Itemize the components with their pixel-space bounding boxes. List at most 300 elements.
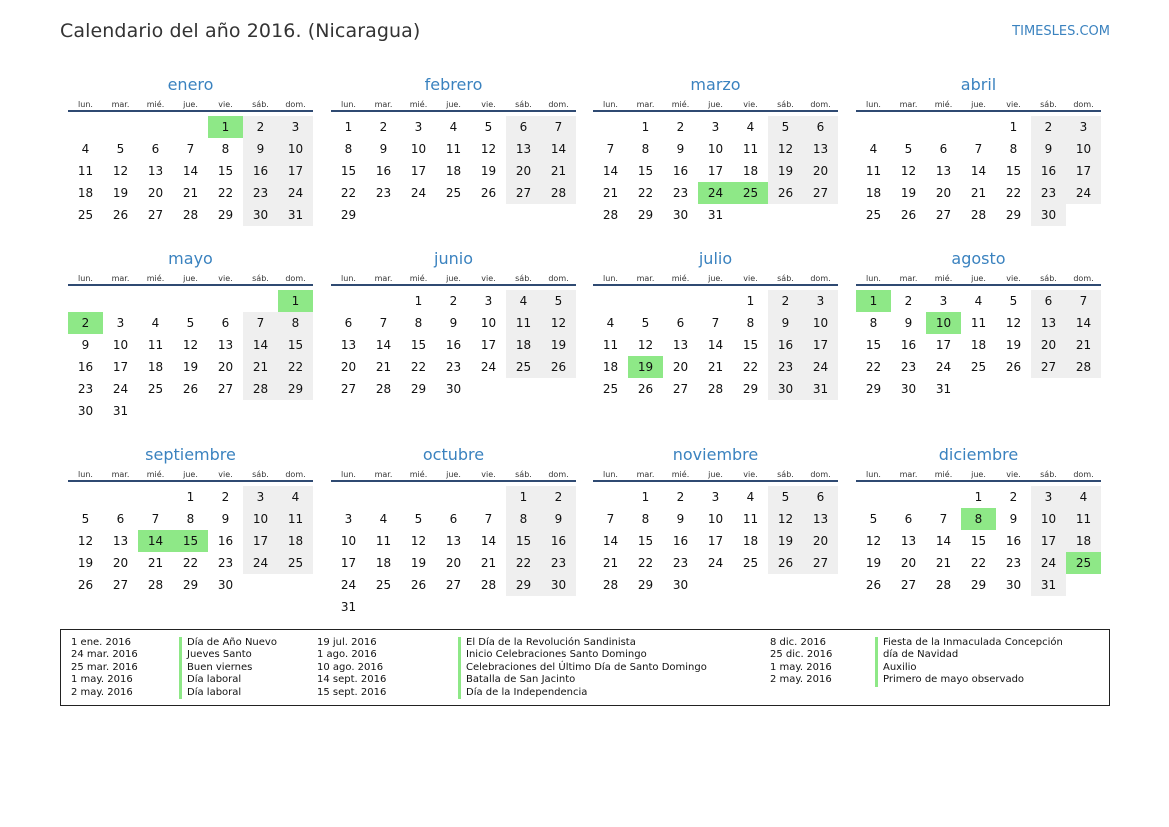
day-cell: 12 (900, 164, 917, 178)
empty-cell (436, 486, 471, 508)
day-cell: 24 (707, 556, 724, 570)
day-cell: 18 (602, 360, 619, 374)
day-cell: 26 (541, 356, 576, 378)
day-cell: 26 (637, 382, 654, 396)
day-cell: 26 (865, 578, 882, 592)
legend-dates-col-3 (770, 637, 832, 687)
day-cell: 14 (602, 164, 619, 178)
day-cell: 17 (340, 556, 357, 570)
month-name: mayo (168, 249, 213, 268)
month-name: septiembre (145, 445, 236, 464)
day-cell: 11 (506, 312, 541, 334)
day-cell: 29 (637, 578, 654, 592)
month-days-grid (856, 97, 1101, 226)
day-cell: 4 (974, 294, 983, 308)
day-cell: 19 (768, 160, 803, 182)
day-cell: 8 (746, 316, 755, 330)
empty-cell (138, 486, 173, 508)
day-cell: 20 (803, 160, 838, 182)
day-cell: 23 (672, 556, 689, 570)
day-cell: 3 (344, 512, 353, 526)
day-cell: 22 (410, 360, 427, 374)
day-cell: 10 (278, 138, 313, 160)
day-cell: 2 (449, 294, 458, 308)
day-cell: 10 (112, 338, 129, 352)
day-cell: 23 (1005, 556, 1022, 570)
month-noviembre (593, 443, 838, 596)
holiday-day-cell: 24 (698, 182, 733, 204)
day-cell: 2 (768, 290, 803, 312)
day-cell: 7 (186, 142, 195, 156)
legend-holiday-name: Auxilio (875, 662, 1063, 674)
legend-date: 14 sept. 2016 (317, 674, 387, 686)
day-cell: 19 (768, 530, 803, 552)
day-cell: 7 (974, 142, 983, 156)
holiday-day-cell: 15 (173, 530, 208, 552)
day-cell: 23 (445, 360, 462, 374)
day-cell: 12 (865, 534, 882, 548)
day-cell: 17 (707, 164, 724, 178)
month-days-grid (856, 271, 1101, 400)
day-cell: 21 (1066, 334, 1101, 356)
day-cell: 11 (147, 338, 164, 352)
holiday-day-cell: 1 (278, 290, 313, 312)
day-cell: 25 (865, 208, 882, 222)
day-cell: 10 (707, 142, 724, 156)
day-cell: 3 (803, 290, 838, 312)
legend-date: 15 sept. 2016 (317, 686, 387, 698)
day-cell: 14 (182, 164, 199, 178)
day-cell: 21 (970, 186, 987, 200)
day-cell: 26 (1005, 360, 1022, 374)
month-name: octubre (422, 445, 485, 464)
weekday-header: lun. (331, 97, 366, 112)
brand-link[interactable]: TIMESLES.COM (1012, 24, 1110, 39)
day-cell: 1 (506, 486, 541, 508)
day-cell: 12 (480, 142, 497, 156)
day-cell: 7 (606, 142, 615, 156)
legend-names-col-3 (875, 637, 1063, 687)
empty-cell (366, 486, 401, 508)
weekday-header: mar. (628, 97, 663, 112)
day-cell: 10 (340, 534, 357, 548)
day-cell: 4 (379, 512, 388, 526)
day-cell: 11 (742, 142, 759, 156)
day-cell: 4 (746, 120, 755, 134)
month-mayo (68, 247, 313, 422)
day-cell: 5 (904, 142, 913, 156)
month-days-grid (593, 271, 838, 400)
day-cell: 25 (147, 382, 164, 396)
day-cell: 22 (182, 556, 199, 570)
day-cell: 31 (935, 382, 952, 396)
month-marzo (593, 73, 838, 226)
weekday-header: sáb. (1031, 271, 1066, 286)
legend-holiday-name: Fiesta de la Inmaculada Concepción (875, 637, 1063, 649)
day-cell: 31 (1031, 574, 1066, 596)
day-cell: 15 (506, 530, 541, 552)
day-cell: 11 (602, 338, 619, 352)
day-cell: 22 (742, 360, 759, 374)
day-cell: 4 (606, 316, 615, 330)
empty-cell (68, 116, 103, 138)
day-cell: 21 (541, 160, 576, 182)
day-cell: 12 (77, 534, 94, 548)
weekday-header: lun. (68, 467, 103, 482)
day-cell: 10 (803, 312, 838, 334)
day-cell: 6 (803, 486, 838, 508)
day-cell: 21 (147, 556, 164, 570)
day-cell: 28 (480, 578, 497, 592)
legend-names-col-2 (458, 637, 707, 699)
holiday-day-cell: 1 (208, 116, 243, 138)
day-cell: 28 (243, 378, 278, 400)
weekday-header: dom. (278, 271, 313, 286)
month-name: agosto (951, 249, 1006, 268)
day-cell: 29 (637, 208, 654, 222)
weekday-header: mié. (138, 467, 173, 482)
legend-holiday-name: El Día de la Revolución Sandinista (458, 637, 707, 649)
day-cell: 13 (900, 534, 917, 548)
day-cell: 3 (484, 294, 493, 308)
empty-cell (68, 486, 103, 508)
day-cell: 23 (77, 382, 94, 396)
day-cell: 20 (445, 556, 462, 570)
day-cell: 1 (1009, 120, 1018, 134)
day-cell: 16 (672, 164, 689, 178)
day-cell: 22 (637, 186, 654, 200)
day-cell: 18 (1066, 530, 1101, 552)
day-cell: 2 (676, 120, 685, 134)
day-cell: 18 (506, 334, 541, 356)
month-agosto (856, 247, 1101, 400)
empty-cell (856, 486, 891, 508)
day-cell: 31 (340, 600, 357, 614)
legend-date: 2 may. 2016 (71, 686, 133, 698)
weekday-header: mar. (103, 271, 138, 286)
day-cell: 12 (768, 138, 803, 160)
weekday-header: vie. (208, 97, 243, 112)
day-cell: 10 (1066, 138, 1101, 160)
day-cell: 15 (637, 164, 654, 178)
day-cell: 6 (449, 512, 458, 526)
day-cell: 16 (541, 530, 576, 552)
weekday-header: sáb. (243, 467, 278, 482)
day-cell: 22 (217, 186, 234, 200)
day-cell: 1 (641, 490, 650, 504)
day-cell: 14 (541, 138, 576, 160)
day-cell: 6 (676, 316, 685, 330)
day-cell: 28 (602, 208, 619, 222)
day-cell: 24 (340, 578, 357, 592)
day-cell: 16 (672, 534, 689, 548)
day-cell: 27 (506, 182, 541, 204)
month-name: noviembre (672, 445, 759, 464)
empty-cell (331, 486, 366, 508)
day-cell: 31 (112, 404, 129, 418)
day-cell: 21 (935, 556, 952, 570)
day-cell: 29 (410, 382, 427, 396)
day-cell: 5 (186, 316, 195, 330)
day-cell: 13 (803, 508, 838, 530)
legend-holiday-name: Jueves Santo (179, 649, 277, 661)
weekday-header: vie. (733, 97, 768, 112)
weekday-header: mar. (366, 97, 401, 112)
weekday-header: jue. (698, 271, 733, 286)
day-cell: 16 (900, 338, 917, 352)
legend-date: 2 may. 2016 (770, 674, 832, 686)
weekday-header: jue. (436, 97, 471, 112)
weekday-header: mié. (401, 271, 436, 286)
day-cell: 24 (1066, 182, 1101, 204)
day-cell: 9 (1009, 512, 1018, 526)
day-cell: 3 (711, 490, 720, 504)
day-cell: 22 (1005, 186, 1022, 200)
weekday-header: jue. (961, 467, 996, 482)
weekday-header: mar. (103, 467, 138, 482)
day-cell: 23 (243, 182, 278, 204)
day-cell: 29 (970, 578, 987, 592)
day-cell: 9 (243, 138, 278, 160)
day-cell: 23 (1031, 182, 1066, 204)
day-cell: 17 (707, 534, 724, 548)
day-cell: 17 (1031, 530, 1066, 552)
day-cell: 5 (1009, 294, 1018, 308)
weekday-header: vie. (471, 467, 506, 482)
day-cell: 17 (1066, 160, 1101, 182)
empty-cell (401, 486, 436, 508)
day-cell: 6 (116, 512, 125, 526)
day-cell: 10 (480, 316, 497, 330)
day-cell: 28 (147, 578, 164, 592)
day-cell: 19 (900, 186, 917, 200)
day-cell: 6 (939, 142, 948, 156)
day-cell: 26 (900, 208, 917, 222)
day-cell: 10 (707, 512, 724, 526)
day-cell: 19 (77, 556, 94, 570)
day-cell: 30 (672, 208, 689, 222)
page-title: Calendario del año 2016. (Nicaragua) (60, 20, 421, 42)
day-cell: 31 (278, 204, 313, 226)
weekday-header: lun. (856, 271, 891, 286)
empty-cell (366, 290, 401, 312)
day-cell: 21 (182, 186, 199, 200)
legend-holiday-name: Día de la Independencia (458, 687, 707, 699)
empty-cell (138, 116, 173, 138)
weekday-header: lun. (593, 271, 628, 286)
day-cell: 27 (803, 182, 838, 204)
month-days-grid (68, 271, 313, 422)
day-cell: 26 (77, 578, 94, 592)
day-cell: 8 (414, 316, 423, 330)
empty-cell (103, 290, 138, 312)
day-cell: 16 (243, 160, 278, 182)
legend-date: 1 may. 2016 (71, 674, 133, 686)
day-cell: 20 (1031, 334, 1066, 356)
day-cell: 30 (1031, 204, 1066, 226)
day-cell: 18 (445, 164, 462, 178)
month-septiembre (68, 443, 313, 596)
holiday-day-cell: 25 (1066, 552, 1101, 574)
legend-date: 19 jul. 2016 (317, 637, 377, 648)
day-cell: 1 (414, 294, 423, 308)
legend-holiday-name: Día laboral (179, 674, 277, 686)
weekday-header: jue. (698, 97, 733, 112)
month-julio (593, 247, 838, 400)
day-cell: 23 (217, 556, 234, 570)
month-days-grid (331, 271, 576, 400)
day-cell: 6 (344, 316, 353, 330)
day-cell: 11 (865, 164, 882, 178)
day-cell: 11 (278, 508, 313, 530)
day-cell: 13 (445, 534, 462, 548)
weekday-header: mar. (891, 97, 926, 112)
day-cell: 22 (637, 556, 654, 570)
empty-cell (331, 290, 366, 312)
legend-holiday-name: Día de Año Nuevo (179, 637, 277, 649)
day-cell: 15 (340, 164, 357, 178)
day-cell: 30 (672, 578, 689, 592)
day-cell: 21 (480, 556, 497, 570)
month-name: junio (434, 249, 473, 268)
weekday-header: lun. (331, 467, 366, 482)
day-cell: 14 (243, 334, 278, 356)
weekday-header: dom. (1066, 271, 1101, 286)
day-cell: 9 (904, 316, 913, 330)
day-cell: 27 (672, 382, 689, 396)
day-cell: 24 (410, 186, 427, 200)
day-cell: 25 (602, 382, 619, 396)
empty-cell (68, 290, 103, 312)
day-cell: 15 (217, 164, 234, 178)
weekday-header: mar. (891, 467, 926, 482)
holiday-day-cell: 14 (138, 530, 173, 552)
weekday-header: mié. (663, 271, 698, 286)
month-days-grid (593, 467, 838, 596)
day-cell: 2 (541, 486, 576, 508)
weekday-header: sáb. (1031, 467, 1066, 482)
day-cell: 4 (869, 142, 878, 156)
day-cell: 8 (641, 512, 650, 526)
day-cell: 22 (506, 552, 541, 574)
legend-date: 1 ene. 2016 (71, 637, 131, 648)
legend-holiday-name: Inicio Celebraciones Santo Domingo (458, 649, 707, 661)
day-cell: 25 (742, 556, 759, 570)
legend-date: 10 ago. 2016 (317, 661, 384, 673)
day-cell: 18 (147, 360, 164, 374)
day-cell: 7 (606, 512, 615, 526)
day-cell: 9 (676, 512, 685, 526)
weekday-header: dom. (541, 271, 576, 286)
day-cell: 13 (672, 338, 689, 352)
weekday-header: mié. (401, 97, 436, 112)
day-cell: 6 (221, 316, 230, 330)
day-cell: 27 (112, 578, 129, 592)
day-cell: 27 (217, 382, 234, 396)
day-cell: 3 (1031, 486, 1066, 508)
day-cell: 29 (742, 382, 759, 396)
empty-cell (173, 116, 208, 138)
day-cell: 30 (445, 382, 462, 396)
day-cell: 7 (541, 116, 576, 138)
day-cell: 17 (243, 530, 278, 552)
day-cell: 9 (221, 512, 230, 526)
weekday-header: lun. (593, 97, 628, 112)
month-febrero (331, 73, 576, 226)
empty-cell (926, 486, 961, 508)
empty-cell (208, 290, 243, 312)
day-cell: 16 (217, 534, 234, 548)
day-cell: 21 (375, 360, 392, 374)
day-cell: 26 (410, 578, 427, 592)
day-cell: 5 (768, 116, 803, 138)
day-cell: 12 (637, 338, 654, 352)
day-cell: 1 (344, 120, 353, 134)
day-cell: 24 (1031, 552, 1066, 574)
empty-cell (856, 116, 891, 138)
weekday-header: jue. (961, 271, 996, 286)
weekday-header: lun. (593, 467, 628, 482)
day-cell: 4 (449, 120, 458, 134)
day-cell: 13 (340, 338, 357, 352)
weekday-header: dom. (803, 97, 838, 112)
day-cell: 30 (541, 574, 576, 596)
day-cell: 29 (506, 574, 541, 596)
month-name: enero (167, 75, 214, 94)
month-days-grid (68, 97, 313, 226)
holiday-day-cell: 25 (733, 182, 768, 204)
legend-date: 25 mar. 2016 (71, 661, 138, 673)
legend-date: 24 mar. 2016 (71, 649, 138, 661)
day-cell: 23 (375, 186, 392, 200)
weekday-header: sáb. (1031, 97, 1066, 112)
day-cell: 9 (1031, 138, 1066, 160)
day-cell: 25 (375, 578, 392, 592)
day-cell: 25 (278, 552, 313, 574)
day-cell: 29 (278, 378, 313, 400)
day-cell: 15 (410, 338, 427, 352)
day-cell: 4 (1066, 486, 1101, 508)
day-cell: 9 (379, 142, 388, 156)
empty-cell (663, 290, 698, 312)
day-cell: 27 (340, 382, 357, 396)
weekday-header: mié. (138, 271, 173, 286)
day-cell: 17 (935, 338, 952, 352)
weekday-header: lun. (68, 271, 103, 286)
day-cell: 3 (278, 116, 313, 138)
day-cell: 25 (445, 186, 462, 200)
day-cell: 26 (112, 208, 129, 222)
day-cell: 21 (243, 356, 278, 378)
weekday-header: mar. (628, 467, 663, 482)
weekday-header: mar. (366, 467, 401, 482)
empty-cell (698, 290, 733, 312)
weekday-header: lun. (331, 271, 366, 286)
weekday-header: vie. (996, 467, 1031, 482)
weekday-header: vie. (996, 97, 1031, 112)
day-cell: 23 (900, 360, 917, 374)
day-cell: 12 (1005, 316, 1022, 330)
day-cell: 16 (768, 334, 803, 356)
day-cell: 8 (221, 142, 230, 156)
weekday-header: sáb. (506, 467, 541, 482)
day-cell: 1 (641, 120, 650, 134)
day-cell: 20 (900, 556, 917, 570)
day-cell: 23 (768, 356, 803, 378)
day-cell: 24 (935, 360, 952, 374)
day-cell: 18 (77, 186, 94, 200)
day-cell: 9 (81, 338, 90, 352)
